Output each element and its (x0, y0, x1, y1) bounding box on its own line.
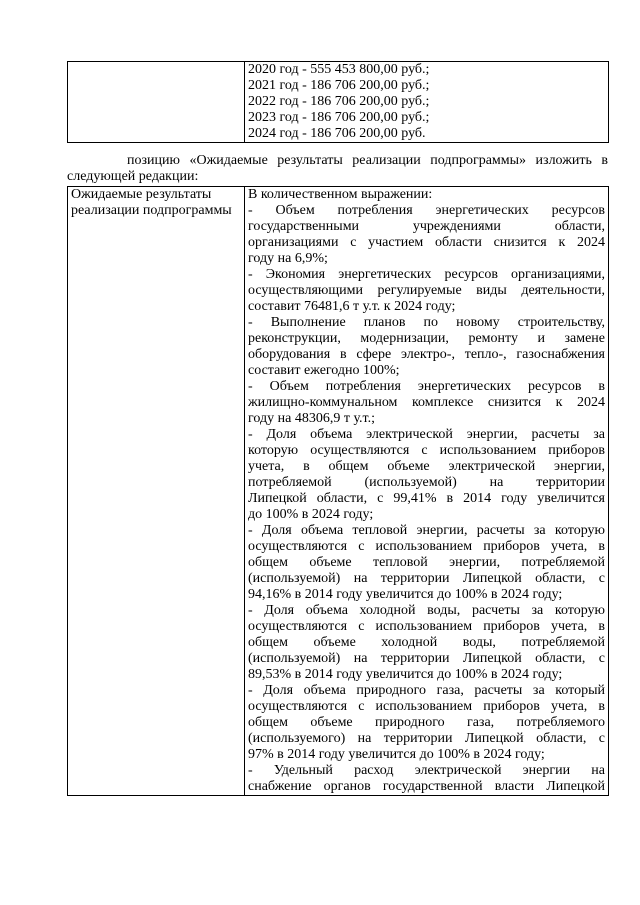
results-content-cell (245, 187, 609, 796)
result-item-line: государственными учреждениями области, (248, 219, 605, 234)
result-item-line: общем объеме природного газа, потребляемого (248, 715, 605, 730)
result-item-line: - Объем потребления энергетических ресурсов (248, 203, 605, 218)
results-label-line: реализации подпрограммы (71, 203, 232, 218)
result-item-line: - Доля объема электрической энергии, расчеты за (248, 427, 605, 442)
funding-year-line: 2022 год - 186 706 200,00 руб.; (248, 94, 430, 109)
result-item-line: - Выполнение планов по новому строительству, (248, 315, 605, 330)
funding-year-line: 2023 год - 186 706 200,00 руб.; (248, 110, 430, 125)
result-item-line: - Доля объема природного газа, расчеты за который (248, 683, 605, 698)
result-item-line: (используемой) на территории Липецкой области, с (248, 651, 605, 666)
result-item-line: учета, в общем объеме электрической энергии, (248, 459, 605, 474)
funding-label-cell (68, 62, 245, 143)
result-item (248, 763, 605, 795)
result-item (248, 267, 605, 315)
instruction-line: следующей редакции: (67, 169, 199, 184)
result-item-line: (используемой) на территории Липецкой области, с (248, 571, 605, 586)
funding-year-line: 2021 год - 186 706 200,00 руб.; (248, 78, 430, 93)
result-item (248, 523, 605, 603)
result-item-line: потребляемой (используемой) на территории (248, 475, 605, 490)
result-item-line: оборудования в сфере электро-, тепло-, газоснабжения (248, 347, 605, 362)
result-item-line: осуществляются с использованием приборов учета, в (248, 619, 605, 634)
result-item-line: осуществляющими регулируемые виды деятельности, (248, 283, 605, 298)
result-item-line: осуществляются с использованием приборов учета, в (248, 699, 605, 714)
result-item-line: - Объем потребления энергетических ресурсов в (248, 379, 605, 394)
result-item-line: жилищно-коммунальном комплексе снизится к 2024 (248, 395, 605, 410)
results-label-line: Ожидаемые результаты (71, 187, 212, 202)
result-item (248, 315, 605, 379)
funding-values-cell (245, 62, 609, 143)
result-item-line: Липецкой области, с 99,41% в 2014 году увеличится (248, 491, 605, 506)
result-item-line: общем объеме холодной воды, потребляемой (248, 635, 605, 650)
result-item-line: осуществляются с использованием приборов учета, в (248, 539, 605, 554)
result-item-line: году на 48306,9 т у.т.; (248, 411, 375, 426)
result-item-line: до 100% в 2024 году; (248, 507, 374, 522)
result-item-line: общем объеме тепловой энергии, потребляемой (248, 555, 605, 570)
instruction-paragraph (67, 153, 608, 185)
result-item-line: составит 76481,6 т у.т. к 2024 году; (248, 299, 456, 314)
funding-year-line: 2020 год - 555 453 800,00 руб.; (248, 62, 430, 77)
result-item (248, 379, 605, 427)
result-item (248, 427, 605, 523)
result-item (248, 203, 605, 267)
funding-table (67, 61, 609, 143)
instruction-line: позицию «Ожидаемые результаты реализации подпрограммы» изложить в (127, 153, 608, 168)
results-intro: В количественном выражении: (248, 187, 433, 202)
result-item-line: организациями с участием области снизится к 2024 (248, 235, 605, 250)
result-item (248, 683, 605, 763)
result-item-line: (используемого) на территории Липецкой области, с (248, 731, 605, 746)
result-item-line: реконструкции, модернизации, ремонту и замене (248, 331, 605, 346)
result-item-line: - Экономия энергетических ресурсов организациями, (248, 267, 605, 282)
result-item-line: - Доля объема холодной воды, расчеты за которую (248, 603, 605, 618)
table-row (68, 62, 609, 143)
result-item-line: - Доля объема тепловой энергии, расчеты за которую (248, 523, 605, 538)
result-item-line: которую осуществляются с использованием приборов (248, 443, 605, 458)
result-item-line: 97% в 2014 году увеличится до 100% в 2024 году; (248, 747, 545, 762)
result-item-line: году на 6,9%; (248, 251, 328, 266)
table-row (68, 187, 609, 796)
results-label-cell (68, 187, 245, 796)
funding-year-line: 2024 год - 186 706 200,00 руб. (248, 126, 426, 141)
result-item-line: 89,53% в 2014 году увеличится до 100% в 2024 году; (248, 667, 563, 682)
result-item-line: 94,16% в 2014 году увеличится до 100% в 2024 году; (248, 587, 563, 602)
results-table (67, 186, 609, 796)
result-item (248, 603, 605, 683)
results-list (248, 203, 605, 795)
result-item-line: - Удельный расход электрической энергии на (248, 763, 605, 778)
result-item-line: составит ежегодно 100%; (248, 363, 400, 378)
result-item-line: снабжение органов государственной власти Липецкой (248, 779, 605, 794)
